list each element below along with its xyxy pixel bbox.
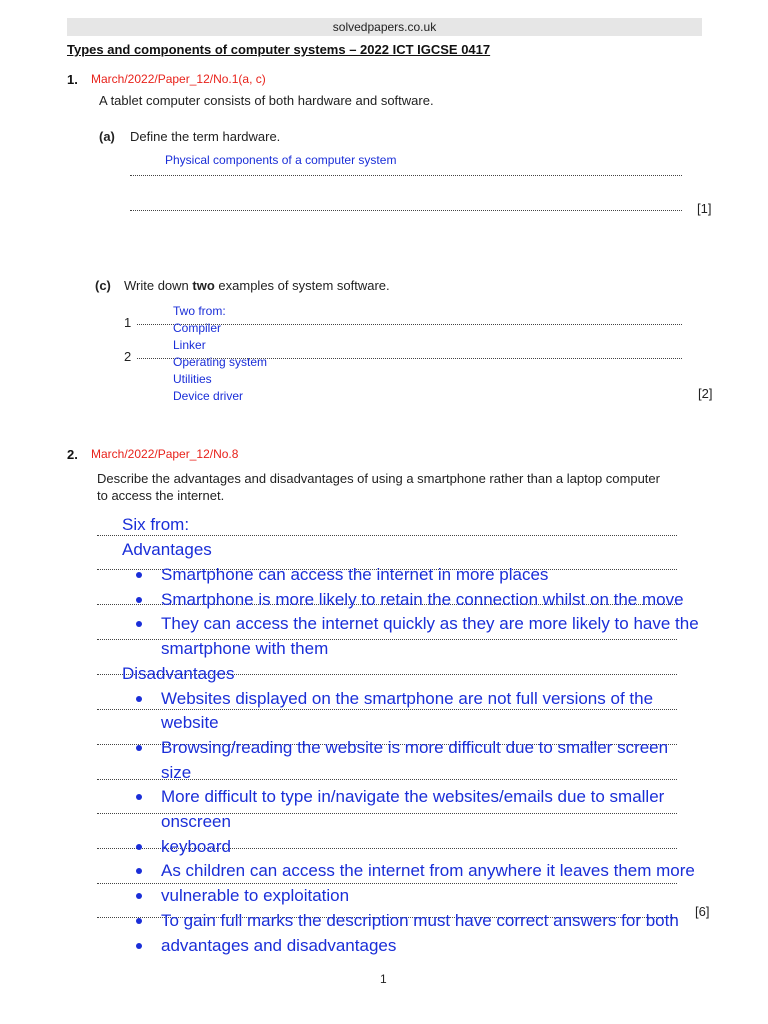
part-a-question: Define the term hardware. (130, 129, 281, 144)
list-item: They can access the internet quickly as they are more likely to have the (130, 612, 699, 637)
list-item-continuation: smartphone with them (161, 639, 329, 659)
advantages-disadvantages-list (122, 563, 699, 958)
part-a-answer: Physical components of a computer system (165, 153, 397, 167)
answer-item: Compiler (173, 321, 222, 335)
answer-line (130, 175, 682, 176)
list-item: advantages and disadvantages (130, 934, 699, 959)
list-item: Websites displayed on the smartphone are not full versions of the (130, 687, 699, 712)
list-item-continuation: website (161, 713, 219, 733)
list-item: keyboard (130, 835, 699, 860)
list-item: Browsing/reading the website is more difficult due to smaller screen (130, 736, 699, 761)
list-item: To gain full marks the description must have correct answers for both (130, 909, 699, 934)
question-1-stem: A tablet computer consists of both hardware and software. (99, 93, 434, 108)
site-name: solvedpapers.co.uk (332, 20, 437, 34)
part-c-answer-list (173, 303, 267, 405)
question-2-reference: March/2022/Paper_12/No.8 (91, 447, 239, 461)
answer-item: Linker (173, 338, 206, 352)
answer-line (130, 210, 682, 211)
part-c-label: (c) (95, 278, 111, 293)
question-2-number: 2. (67, 447, 78, 462)
part-a-label: (a) (99, 129, 115, 144)
answer-item: Two from: (173, 304, 226, 318)
part-c-question: Write down two examples of system software. (124, 278, 390, 293)
question-1-reference: March/2022/Paper_12/No.1(a, c) (91, 72, 266, 86)
answer-item: Utilities (173, 372, 212, 386)
question-1-number: 1. (67, 72, 78, 87)
line-label-1: 1 (124, 315, 132, 330)
list-item: As children can access the internet from anywhere it leaves them more (130, 859, 699, 884)
list-item: vulnerable to exploitation (130, 884, 699, 909)
document-title: Types and components of computer systems – 2022 ICT IGCSE 0417 (67, 42, 491, 57)
list-item: Smartphone is more likely to retain the connection whilst on the move (130, 588, 699, 613)
part-a-marks: [1] (697, 201, 712, 216)
question-2-marks: [6] (695, 904, 710, 919)
list-item: More difficult to type in/navigate the websites/emails due to smaller (130, 785, 699, 810)
list-item-continuation: onscreen (161, 812, 231, 832)
page-number: 1 (380, 972, 387, 986)
list-item: Smartphone can access the internet in more places (130, 563, 699, 588)
question-2-stem-line-1: Describe the advantages and disadvantages of using a smartphone rather than a laptop computer (97, 471, 660, 486)
advantages-heading: Advantages (122, 540, 212, 559)
answer-item: Device driver (173, 389, 244, 403)
line-label-2: 2 (124, 349, 132, 364)
part-c-marks: [2] (698, 386, 713, 401)
site-header-bar (67, 18, 702, 36)
disadvantages-heading: Disadvantages (122, 663, 235, 683)
answer-item: Operating system (173, 355, 268, 369)
list-item-continuation: size (161, 762, 192, 782)
question-2-stem-line-2: to access the internet. (97, 488, 225, 503)
answer-intro: Six from: (122, 515, 190, 534)
